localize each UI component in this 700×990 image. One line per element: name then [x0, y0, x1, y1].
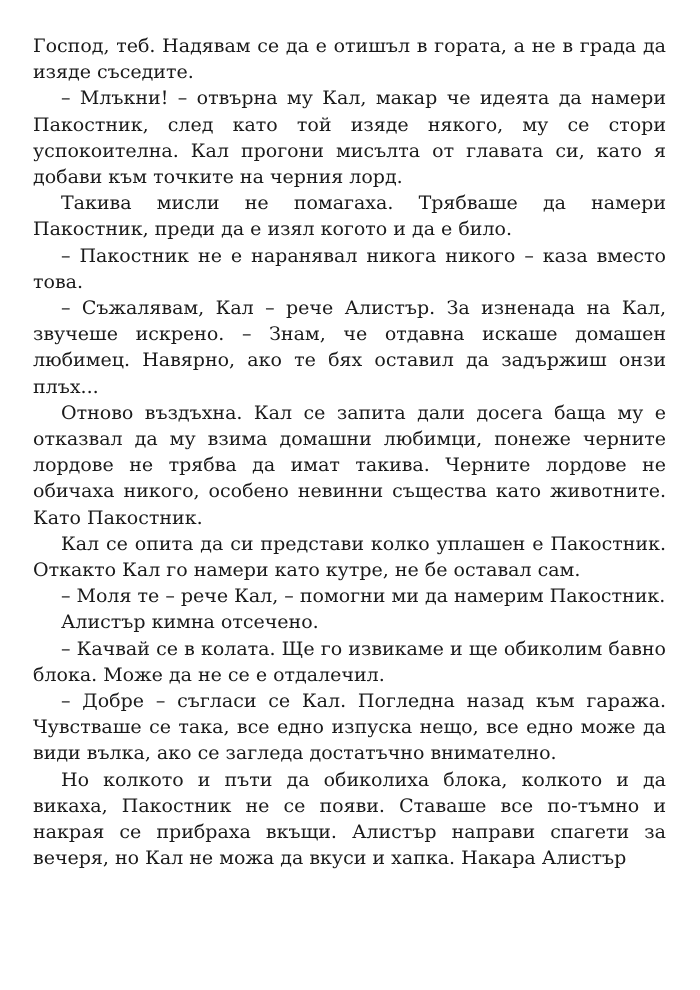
paragraph: Такива мисли не помагаха. Трябваше да намери Пакостник, преди да е изял когото и да е било.: [33, 192, 666, 241]
paragraph: – Моля те – рече Кал, – помогни ми да намерим Пакостник.: [61, 585, 666, 608]
paragraph: – Качвай се в колата. Ще го извикаме и ще обиколим бавно блока. Може да не се е отдалечил.: [33, 637, 666, 686]
paragraph: – Пакостник не е наранявал никога никого – каза вместо това.: [33, 244, 666, 293]
paragraph: – Съжалявам, Кал – рече Алистър. За изненада на Кал, звучеше искрено. – Знам, че отдавна искаше домашен любимец. Навярно, ако те бях оставил да задържиш онзи плъх...: [33, 297, 666, 398]
paragraph: Алистър кимна отсечено.: [61, 611, 319, 634]
paragraph: Кал се опита да си представи колко уплашен е Пакостник. Откакто Кал го намери като кутре, не бе оставал сам.: [33, 532, 666, 582]
paragraph: – Млъкни! – отвърна му Кал, макар че идеята да намери Пакостник, след като той изяде някого, му се стори успокоителна. Кал прогони мисълта от главата си, като я добави към точките на черния лорд.: [33, 87, 666, 189]
page-text: [33, 33, 666, 872]
paragraph-continued: Господ, теб. Надявам се да е отишъл в гората, а не в града да изяде съседите.: [33, 35, 666, 84]
paragraph-truncated: Но колкото и пъти да обиколиха блока, колкото и да викаха, Пакостник не се появи. Ставаше все по-тъмно и накрая се прибраха вкъщи. Алистър направи спагети за вечеря, но Кал не можа да вкуси и хапка. Накара Алистър: [33, 768, 666, 870]
paragraph: Отново въздъхна. Кал се запита дали досега баща му е отказвал да му взима домашни любимци, понеже черните лордове не трябва да имат такива. Черните лордове не обичаха никого, особено невинни същества като животните. Като Пакостник.: [33, 401, 666, 529]
paragraph: – Добре – съгласи се Кал. Погледна назад към гаража. Чувстваше се така, все едно изпуска нещо, все едно може да види вълка, ако се загледа достатъчно внимателно.: [33, 690, 666, 765]
